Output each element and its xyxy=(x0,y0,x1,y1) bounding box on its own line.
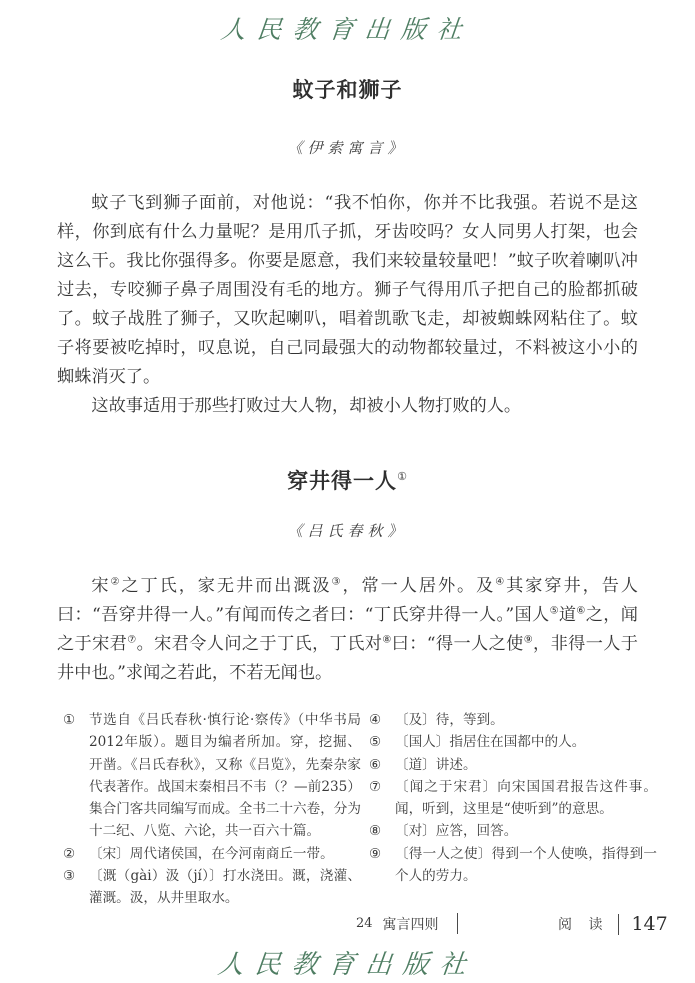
unit-label: 阅 读 xyxy=(558,917,609,933)
footnote-number: ⑧ xyxy=(369,823,382,840)
fable2-body xyxy=(57,572,638,688)
footnote-text: 〔得一人之使〕得到一个人使唤，指得到一个人的劳力。 xyxy=(395,845,657,885)
footnote-text: 〔对〕应答，回答。 xyxy=(395,823,518,840)
fable1-section xyxy=(0,74,695,421)
footnote-text: 〔道〕讲述。 xyxy=(395,756,477,773)
footnote-text: 〔溉（gài）汲（jí）〕打水浇田。溉，浇灌、灌溉。汲，从井里取水。 xyxy=(89,868,361,907)
fable1-body xyxy=(57,189,638,421)
footer-unit-info xyxy=(558,913,668,935)
fable1-paragraph: 蚊子飞到狮子面前，对他说：“我不怕你，你并不比我强。若说不是这样，你到底有什么力量呢？是用爪子抓，牙齿咬吗？女人同男人打架，也会这么干。我比你强得多。你要是愿意，我们来较量较量吧！”蚊子吹着喇叭冲过去，专咬狮子鼻子周围没有毛的地方。狮子气得用爪子把自己的脸都抓破了。蚊子战胜了狮子，又吹起喇叭，唱着凯歌飞走，却被蜘蛛网粘住了。蚊子将要被吃掉时，叹息说，自己同最强大的动物都较量过，不料被这小小的蜘蛛消灭了。 xyxy=(57,193,638,387)
note-ref: ⑥ xyxy=(576,605,586,617)
footnote-number: ⑥ xyxy=(369,756,382,773)
fable2-title xyxy=(0,465,695,495)
footnote-text: 〔国人〕指居住在国都中的人。 xyxy=(395,734,586,751)
fable1-title: 蚊子和狮子 xyxy=(292,77,403,102)
footnote-number: ⑨ xyxy=(369,845,382,862)
footnotes xyxy=(57,709,657,910)
fable2-paragraph: 宋②之丁氏，家无井而出溉汲③，常一人居外。及④其家穿井，告人曰：“吾穿井得一人。”有闻而传之者曰：“丁氏穿井得一人。”国人⑤道⑥之，闻之于宋君⑦。宋君令人问之于丁氏，丁氏对⑧曰：“得一人之使⑨，非得一人于井中也。”求闻之若此，不若无闻也。 xyxy=(57,576,638,683)
note-ref: ④ xyxy=(495,576,507,588)
footnote-number: ⑤ xyxy=(369,734,382,751)
note-ref: ⑨ xyxy=(523,634,534,646)
footnotes-left-column xyxy=(63,709,361,910)
note-ref: ② xyxy=(110,576,122,588)
footnote-item xyxy=(369,776,657,821)
lesson-title: 寓言四则 xyxy=(382,916,439,933)
footnote-item xyxy=(369,709,657,731)
note-ref: ⑤ xyxy=(549,605,559,617)
footnote-text: 节选自《吕氏春秋·慎行论·察传》（中华书局2012年版）。题目为编者所加。穿，挖掘、开凿。《吕氏春秋》，又称《吕览》，先秦杂家代表著作。战国末秦相吕不韦（？—前235）集合门客共同编写而成。全书二十六卷，分为十二纪、八览、六论，共一百六十篇。 xyxy=(89,712,361,840)
footnote-number: ② xyxy=(63,845,76,862)
footer-divider xyxy=(457,913,458,934)
footnote-text: 〔闻之于宋君〕向宋国国君报告这件事。闻，听到，这里是“使听到”的意思。 xyxy=(395,778,657,818)
footnote-number: ⑦ xyxy=(369,778,382,795)
lesson-number: 24 xyxy=(356,916,373,931)
footnote-item xyxy=(369,820,657,842)
footnotes-right-column xyxy=(369,709,657,910)
footnote-text: 〔宋〕周代诸侯国，在今河南商丘一带。 xyxy=(89,845,334,862)
note-ref: ③ xyxy=(331,576,343,588)
footnote-item xyxy=(63,709,361,843)
fable2-title-text: 穿井得一人 xyxy=(287,468,398,493)
fable1-source: 《伊索寓言》 xyxy=(287,139,408,157)
fable2-section xyxy=(0,465,695,688)
footnote-item xyxy=(63,843,361,865)
footnote-number: ③ xyxy=(63,868,76,885)
fable1-moral: 这故事适用于那些打败过大人物，却被小人物打败的人。 xyxy=(91,396,522,416)
fable2-source: 《吕氏春秋》 xyxy=(287,522,408,540)
footer-lesson-info xyxy=(356,913,458,934)
footnote-text: 〔及〕待，等到。 xyxy=(395,712,504,728)
publisher-logo-top: 人民教育出版社 xyxy=(219,15,475,44)
footnote-number: ④ xyxy=(369,712,382,728)
footer-divider xyxy=(618,914,619,935)
fable2-title-note-ref: ① xyxy=(397,470,408,483)
footnote-item xyxy=(369,731,657,753)
footnote-item xyxy=(369,754,657,776)
page-number: 147 xyxy=(631,913,668,935)
footnote-number: ① xyxy=(63,712,76,728)
note-ref: ⑦ xyxy=(127,634,137,646)
publisher-logo-bottom: 人民教育出版社 xyxy=(216,950,479,980)
footnote-item xyxy=(369,843,657,888)
footnote-item xyxy=(63,865,361,910)
note-ref: ⑧ xyxy=(382,634,392,646)
page-footer xyxy=(0,913,695,939)
